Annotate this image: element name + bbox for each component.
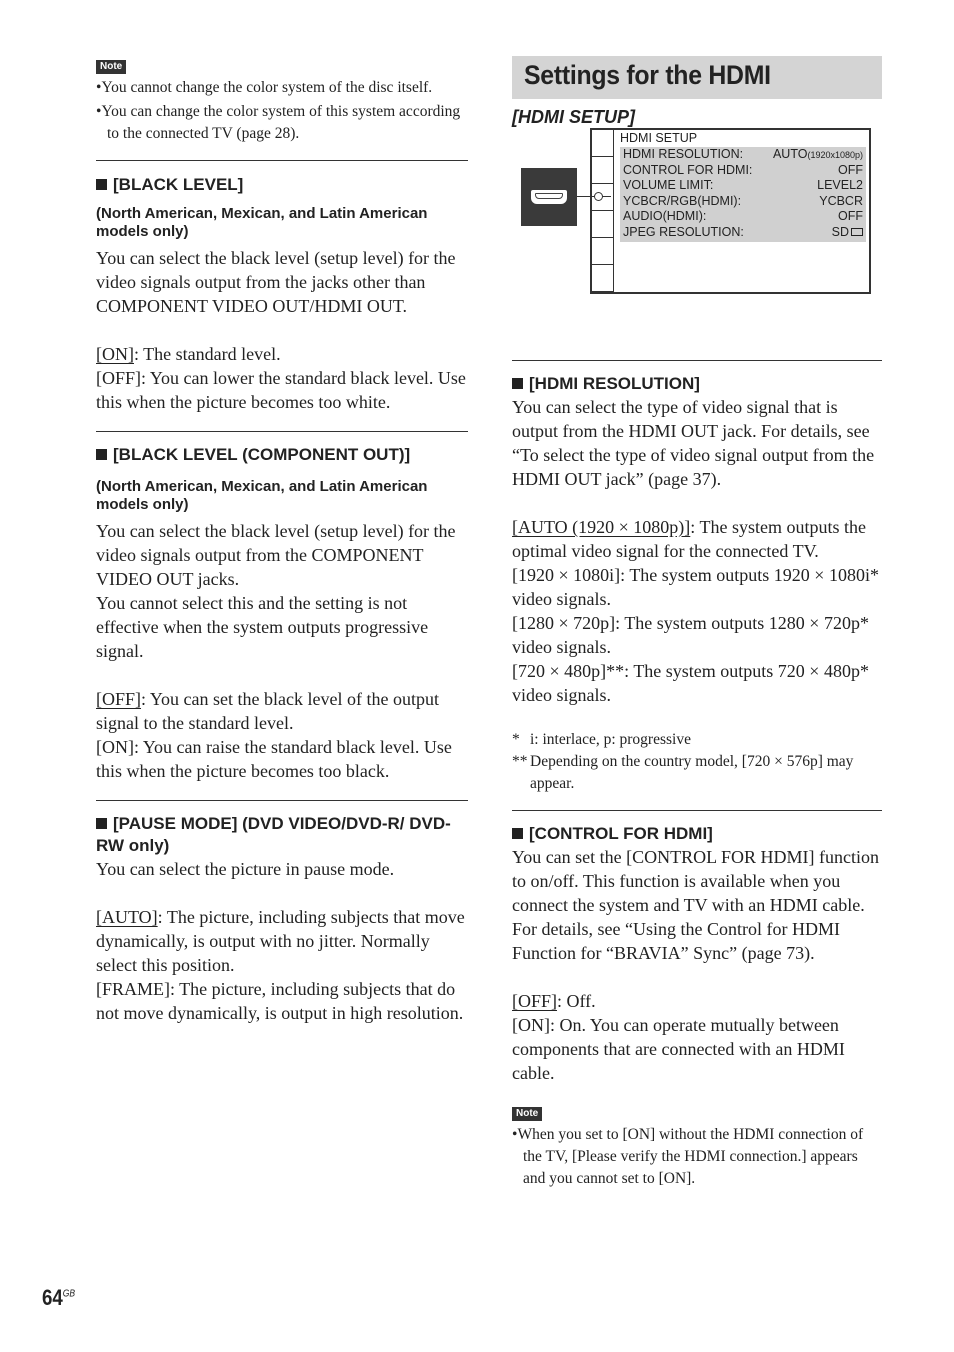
square-bullet-icon: [512, 828, 523, 839]
option-default: [OFF]: You can set the black level of the output signal to the standard level.: [96, 689, 439, 733]
option: [FRAME]: The picture, including subjects that do not move dynamically, is output in high resolution.: [96, 979, 464, 1023]
option-default: [AUTO]: The picture, including subjects that move dynamically, is output with no jitter. Normally select this position.: [96, 907, 465, 975]
section-heading: [HDMI RESOLUTION]: [512, 373, 882, 395]
divider: [512, 360, 882, 361]
menu-list: [620, 147, 866, 242]
section-heading: [BLACK LEVEL]: [96, 174, 468, 196]
section-heading: [CONTROL FOR HDMI]: [512, 823, 882, 845]
option-default: [ON]: The standard level.: [96, 344, 281, 364]
option: [ON]: You can raise the standard black level. Use this when the picture becomes too black.: [96, 737, 452, 781]
section-text: You can set the [CONTROL FOR HDMI] function to on/off. This function is available when you connect the system and TV with an HDMI cable. For details, see “Using the Control for HDMI Function for “BRAVIA” Sync” (page 73).: [512, 847, 879, 963]
footnote: * i: interlace, p: progressive: [512, 731, 691, 748]
note-item: • You can change the color system of this system according to the connected TV (page 28).: [96, 101, 468, 145]
section-title-bar: [512, 56, 882, 99]
page-title: Settings for the HDMI: [524, 60, 771, 90]
option: [1920 × 1080i]: The system outputs 1920 × 1080i* video signals.: [512, 565, 879, 609]
region-note: (North American, Mexican, and Latin American models only): [96, 478, 428, 513]
section-text: You can select the black level (setup level) for the video signals output from the COMPONENT VIDEO OUT jacks.: [96, 521, 456, 589]
page-number: $64^{GB}$: [42, 1285, 76, 1310]
menu-row: CONTROL FOR HDMI: OFF: [623, 162, 863, 177]
section-subtitle: [HDMI SETUP]: [512, 107, 635, 127]
section-text: You can select the type of video signal that is output from the HDMI OUT jack. For details, see “To select the type of video signal output from the HDMI OUT jack” (page 37).: [512, 397, 875, 489]
right-column: [512, 0, 882, 1190]
menu-title: HDMI SETUP: [620, 131, 698, 145]
divider: [96, 431, 468, 432]
note-item: • You cannot change the color system of the disc itself.: [96, 77, 468, 99]
region-note: (North American, Mexican, and Latin American models only): [96, 205, 428, 240]
option: [OFF]: You can lower the standard black level. Use this when the picture becomes too white.: [96, 368, 466, 412]
divider: [512, 810, 882, 811]
option: [ON]: On. You can operate mutually between components that are connected with an HDMI cable.: [512, 1015, 845, 1083]
hdmi-icon: [521, 168, 577, 226]
section-heading: [BLACK LEVEL (COMPONENT OUT)]: [96, 444, 468, 466]
section-text: You can select the black level (setup level) for the video signals output from the jacks other than COMPONENT VIDEO OUT/HDMI OUT.: [96, 248, 456, 316]
square-bullet-icon: [512, 378, 523, 389]
square-bullet-icon: [96, 449, 107, 460]
left-column: [96, 0, 468, 1025]
square-bullet-icon: [96, 818, 107, 829]
menu-screen: [590, 128, 871, 294]
menu-row: HDMI RESOLUTION: AUTO(1920x1080p): [623, 147, 863, 161]
menu-diagram: [512, 128, 882, 360]
option-default: [AUTO (1920 × 1080p)]: The system outputs the optimal video signal for the connected TV.: [512, 517, 866, 561]
menu-tabs: [592, 130, 614, 292]
menu-row: AUDIO(HDMI): OFF: [623, 209, 863, 224]
menu-row: JPEG RESOLUTION: SD: [620, 225, 866, 241]
option: [1280 × 720p]: The system outputs 1280 × 720p* video signals.: [512, 613, 869, 657]
note-item: • When you set to [ON] without the HDMI connection of the TV, [Please verify the HDMI connection.] appears and you cannot set to [ON].: [512, 1124, 882, 1190]
divider: [96, 800, 468, 801]
menu-row: YCBCR/RGB(HDMI): YCBCR: [623, 193, 863, 208]
section-heading: [PAUSE MODE] (DVD VIDEO/DVD-R/ DVD-RW only): [96, 814, 451, 855]
footnote: ** Depending on the country model, [720 × 576p] may appear.: [512, 753, 854, 792]
option-default: [OFF]: Off.: [512, 991, 596, 1011]
square-bullet-icon: [96, 179, 107, 190]
note-badge: Note: [512, 1107, 542, 1121]
sd-frame-icon: [851, 228, 863, 236]
section-text: You cannot select this and the setting is not effective when the system outputs progressive signal.: [96, 593, 429, 661]
section-text: You can select the picture in pause mode.: [96, 859, 395, 879]
divider: [96, 160, 468, 161]
note-badge: Note: [96, 60, 126, 74]
option: [720 × 480p]**: The system outputs 720 × 480p* video signals.: [512, 661, 869, 705]
menu-row: VOLUME LIMIT: LEVEL2: [623, 178, 863, 193]
